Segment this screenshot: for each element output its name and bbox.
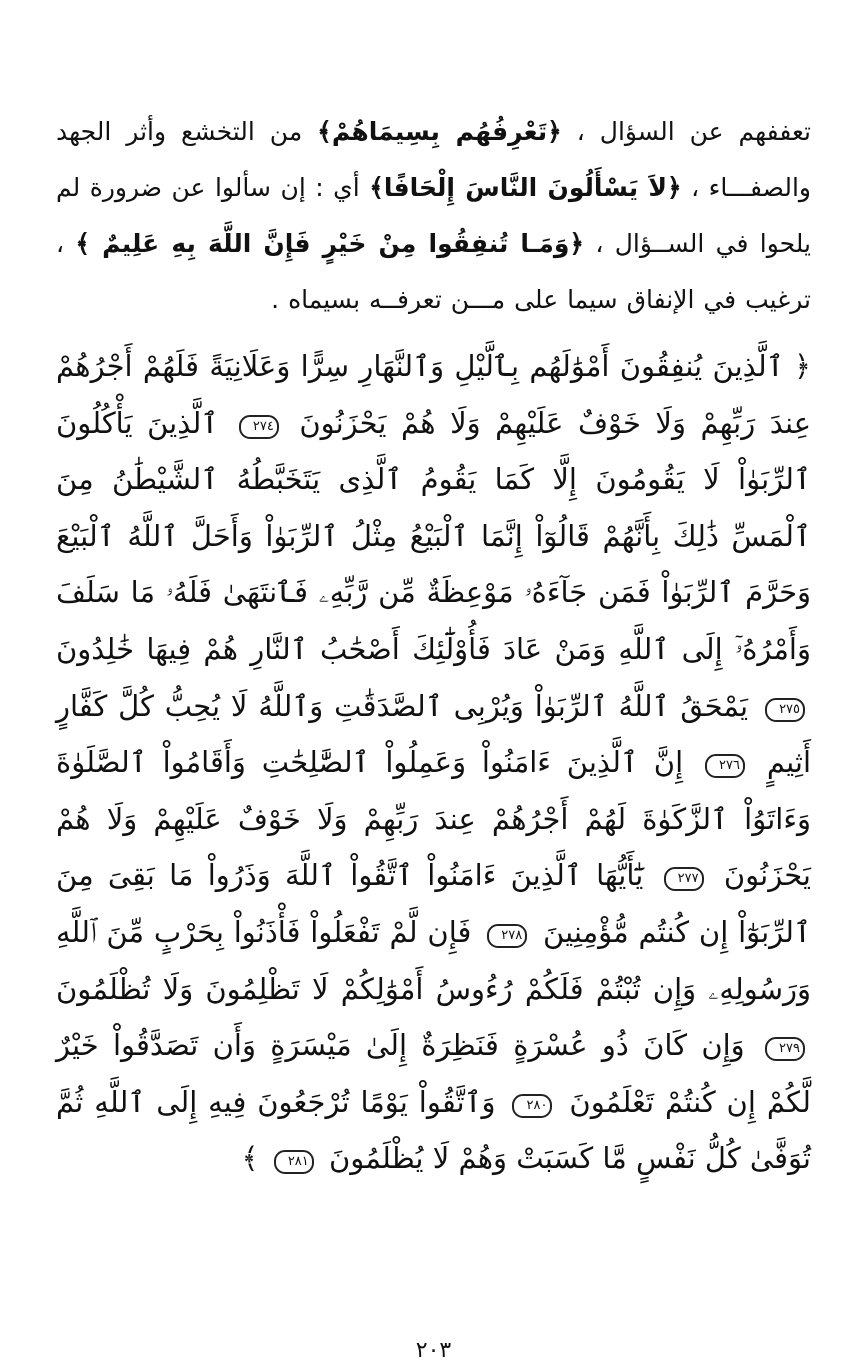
verse-text: فَإِن لَّمْ تَفْعَلُواْ فَأْذَنُواْ بِحَرْبٍ مِّنَ ٱللَّهِ وَرَسُولِهِۦ وَإِن تُبْتُمْ فَلَكُمْ رُءُوسُ أَمْوَٰلِكُمْ لَا تَظْلِمُونَ وَلَا تُظْلَمُونَ bbox=[56, 914, 811, 1006]
tafsir-commentary bbox=[56, 104, 811, 328]
ayah-number-marker: ٢٨١ bbox=[274, 1150, 314, 1174]
page-number: ٢٠٣ bbox=[415, 1338, 452, 1363]
commentary-text: أي : إن سألوا عن ضرورة لم يلحوا في الســؤال ، bbox=[56, 173, 811, 258]
verse-text: وَٱتَّقُواْ يَوْمًا تُرْجَعُونَ فِيهِ إِلَى ٱللَّهِ ثُمَّ تُوَفَّىٰ كُلُّ نَفْسٍ مَّا كَسَبَتْ وَهُمْ لَا يُظْلَمُونَ bbox=[56, 1084, 811, 1176]
verse-text: وَإِن كَانَ ذُو عُسْرَةٍ فَنَظِرَةٌ إِلَىٰ مَيْسَرَةٍ وَأَن تَصَدَّقُواْ خَيْرٌ لَّكُمْ إِن كُنتُمْ تَعْلَمُونَ bbox=[56, 1028, 811, 1119]
verse-text: يَٰٓأَيُّهَا ٱلَّذِينَ ءَامَنُواْ ٱتَّقُواْ ٱللَّهَ وَذَرُواْ مَا بَقِىَ مِنَ ٱلرِّبَوٰٓاْ إِن كُنتُم مُّؤْمِنِينَ bbox=[56, 858, 812, 949]
quran-verses bbox=[56, 338, 811, 1187]
verse-text: يَمْحَقُ ٱللَّهُ ٱلرِّبَوٰاْ وَيُرْبِى ٱلصَّدَقَٰتِ وَٱللَّهُ لَا يُحِبُّ كُلَّ كَفَّارٍ أَثِيمٍ bbox=[56, 688, 812, 780]
verse-closing-bracket: ﴾ bbox=[241, 1141, 259, 1176]
commentary-text: من التخشع وأثر الجهد والصفـــاء ، bbox=[56, 117, 811, 202]
verse-text: ﴿ ٱلَّذِينَ يُنفِقُونَ أَمْوَٰلَهُم بِٱلَّيْلِ وَٱلنَّهَارِ سِرًّا وَعَلَانِيَةً فَلَهُمْ أَجْرُهُمْ عِندَ رَبِّهِمْ وَلَا خَوْفٌ عَلَيْهِمْ وَلَا هُمْ يَحْزَنُونَ bbox=[56, 349, 812, 440]
ayah-number-marker: ٢٨٠ bbox=[512, 1094, 552, 1118]
ayah-number-marker: ٢٧٧ bbox=[664, 867, 704, 891]
quran-quote: ﴿وَمَـا تُنفِقُوا مِنْ خَيْرٍ فَإِنَّ اللَّهَ بِهِ عَلِيمٌ ﴾ bbox=[75, 229, 585, 258]
commentary-text: ، ترغيب في الإنفاق سيما على مـــن تعرفــه بسيماه . bbox=[56, 229, 811, 314]
quran-quote: ﴿تَعْرِفُهُم بِسِيمَاهُمْ﴾ bbox=[317, 117, 562, 146]
verse-text: إِنَّ ٱلَّذِينَ ءَامَنُواْ وَعَمِلُواْ ٱلصَّٰلِحَٰتِ وَأَقَامُواْ ٱلصَّلَوٰةَ وَءَاتَوُاْ ٱلزَّكَوٰةَ لَهُمْ أَجْرُهُمْ عِندَ رَبِّهِمْ وَلَا خَوْفٌ عَلَيْهِمْ وَلَا هُمْ يَحْزَنُونَ bbox=[56, 745, 811, 893]
quran-quote: ﴿لاَ يَسْأَلُونَ النَّاسَ إِلْحَافًا﴾ bbox=[369, 173, 682, 202]
commentary-text: تعففهم عن السؤال ، bbox=[561, 117, 811, 146]
ayah-number-marker: ٢٧٤ bbox=[239, 415, 279, 439]
verse-text: ٱلَّذِينَ يَأْكُلُونَ ٱلرِّبَوٰاْ لَا يَقُومُونَ إِلَّا كَمَا يَقُومُ ٱلَّذِى يَتَخَبَّطُهُ ٱلشَّيْطَٰنُ مِنَ ٱلْمَسِّ ذَٰلِكَ بِأَنَّهُمْ قَالُوٓاْ إِنَّمَا ٱلْبَيْعُ مِثْلُ ٱلرِّبَوٰاْ وَأَحَلَّ ٱللَّهُ ٱلْبَيْعَ وَحَرَّمَ ٱلرِّبَوٰاْ فَمَن جَآءَهُۥ مَوْعِظَةٌ مِّن رَّبِّهِۦ فَٱنتَهَىٰ فَلَهُۥ مَا سَلَفَ وَأَمْرُهُۥٓ إِلَى ٱللَّهِ وَمَنْ عَادَ فَأُوْلَٰٓئِكَ أَصْحَٰبُ ٱلنَّارِ هُمْ فِيهَا خَٰلِدُونَ bbox=[56, 405, 811, 666]
ayah-number-marker: ٢٧٩ bbox=[765, 1037, 805, 1061]
ayah-number-marker: ٢٧٦ bbox=[705, 754, 745, 778]
ayah-number-marker: ٢٧٥ bbox=[765, 698, 805, 722]
ayah-number-marker: ٢٧٨ bbox=[487, 924, 527, 948]
